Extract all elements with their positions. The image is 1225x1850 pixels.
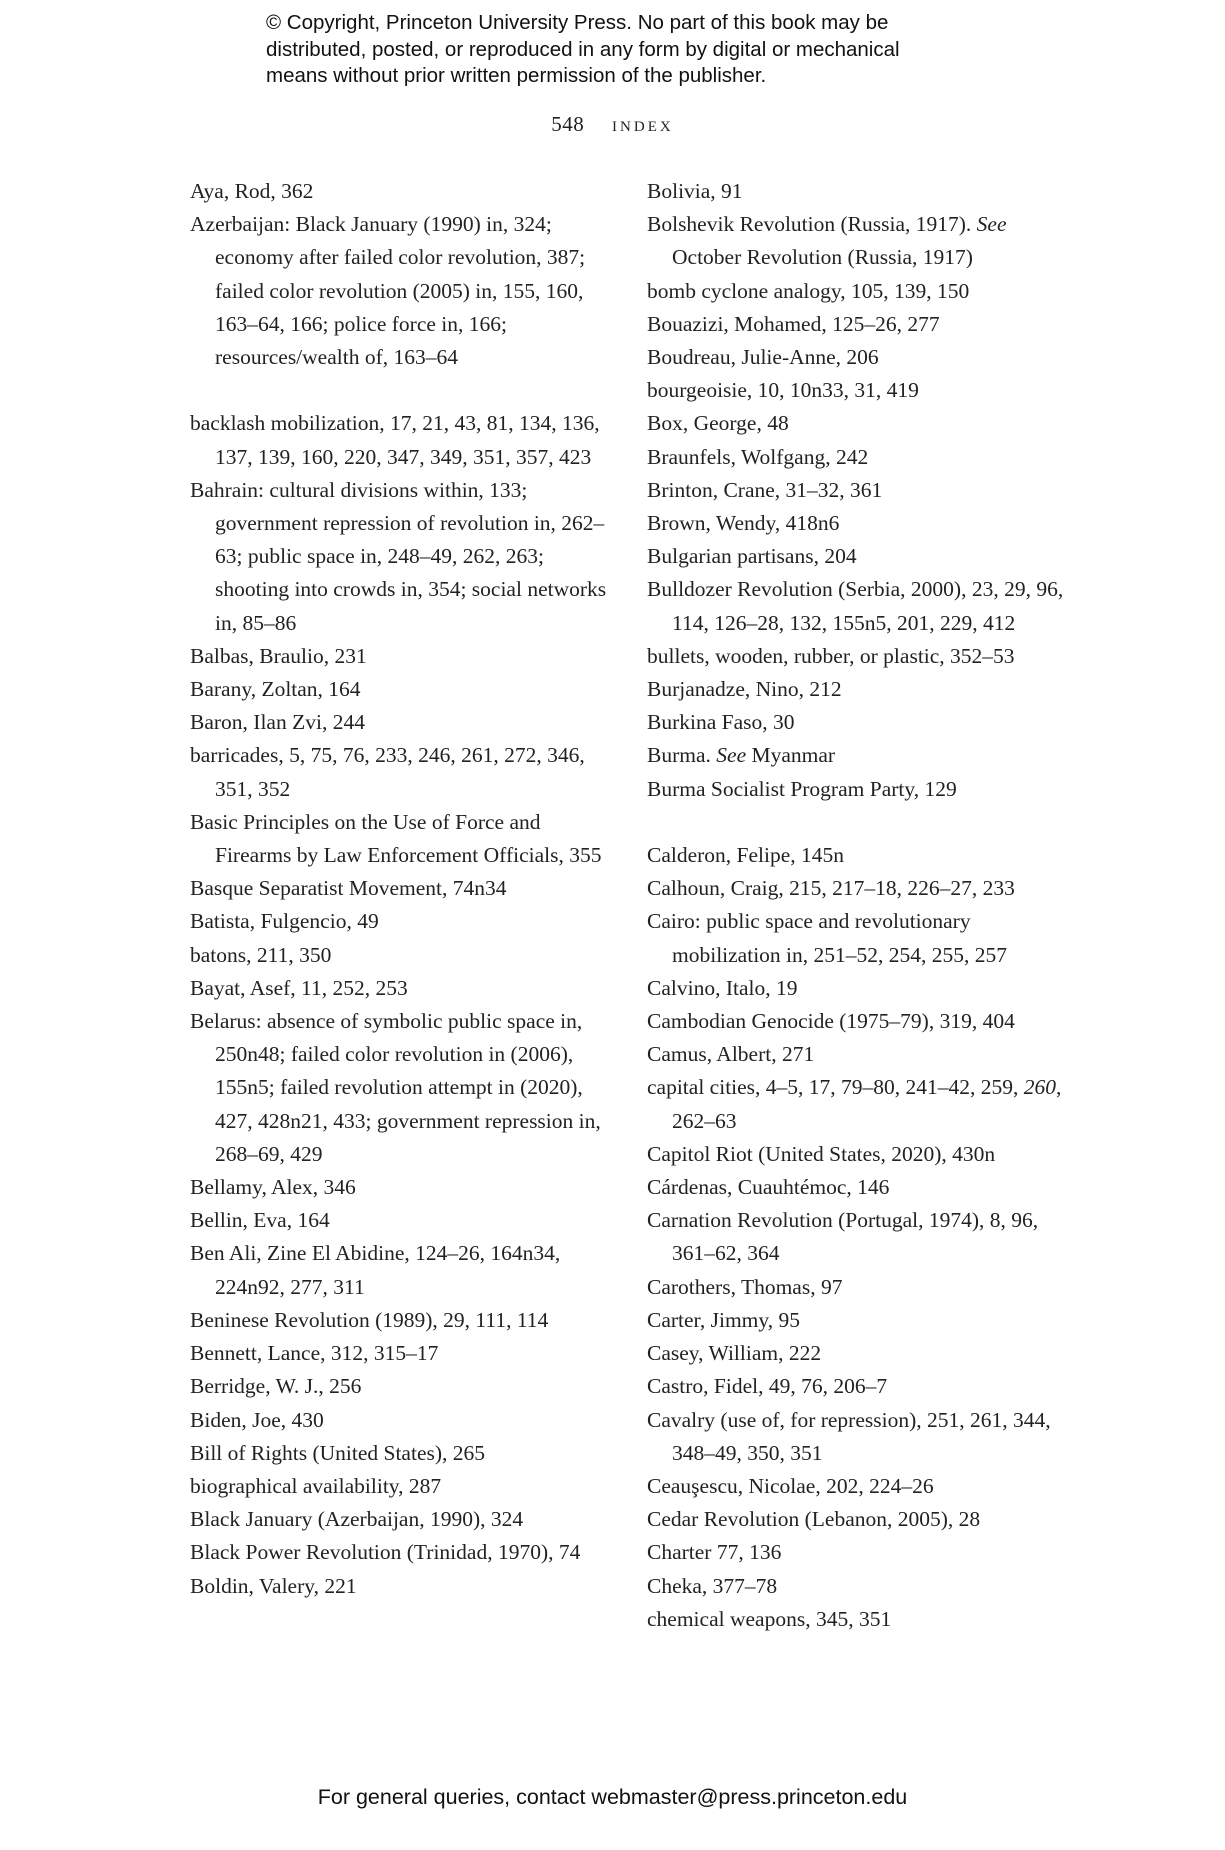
letter-group-gap (190, 374, 610, 407)
index-entry-text: Myanmar (746, 743, 836, 768)
index-entry-text: Baron, Ilan Zvi, 244 (190, 710, 365, 735)
index-entry-text: Biden, Joe, 430 (190, 1407, 324, 1432)
index-entry (647, 673, 1077, 706)
index-entry-text: bomb cyclone analogy, 105, 139, 150 (647, 278, 970, 303)
index-entry-text: Basque Separatist Movement, 74n34 (190, 876, 507, 901)
index-entry (647, 208, 1077, 274)
index-entry (647, 1603, 1077, 1636)
index-entry-text: Aya, Rod, 362 (190, 179, 314, 203)
footer-contact: For general queries, contact webmaster@press.princeton.edu (317, 1785, 908, 1809)
index-entry-text: Cambodian Genocide (1975–79), 319, 404 (647, 1009, 1015, 1034)
index-entry-text: Bulldozer Revolution (Serbia, 2000), 23, 29, 96, 114, 126–28, 132, 155n5, 201, 229, 412 (647, 577, 1064, 635)
index-entry-text: batons, 211, 350 (190, 942, 332, 967)
index-entry (647, 1304, 1077, 1337)
index-entry-text: Brown, Wendy, 418n6 (647, 511, 840, 536)
index-entry-text: Bouazizi, Mohamed, 125–26, 277 (647, 311, 940, 336)
index-entry-text: Burma Socialist Program Party, 129 (647, 776, 957, 801)
index-entry-text: barricades, 5, 75, 76, 233, 246, 261, 272, 346, 351, 352 (190, 743, 585, 801)
index-entry (190, 1536, 610, 1569)
index-entry (647, 275, 1077, 308)
index-entry (647, 905, 1077, 971)
index-entry-text: Azerbaijan: Black January (1990) in, 324; economy after failed color revolution, 387; failed color revolution (2005) in, 155, 160, 163–64, 166; police force in, 166; resources/wealth of, 163–64 (190, 212, 586, 370)
index-entry (647, 1038, 1077, 1071)
index-entry-text: Basic Principles on the Use of Force and Firearms by Law Enforcement Officials, 355 (190, 809, 602, 868)
index-entry-text: Cárdenas, Cuauhtémoc, 146 (647, 1175, 890, 1200)
index-entry-italic: 260 (1023, 1075, 1057, 1100)
copyright-notice (266, 10, 1006, 90)
index-entry (647, 773, 1077, 806)
index-entry-text: Boldin, Valery, 221 (190, 1573, 357, 1598)
index-entry (190, 673, 610, 706)
index-entry (190, 1304, 610, 1337)
index-entry-text: Castro, Fidel, 49, 76, 206–7 (647, 1374, 888, 1399)
index-entry-text: Carothers, Thomas, 97 (647, 1274, 843, 1299)
index-entry (647, 1138, 1077, 1171)
index-entry (190, 1503, 610, 1536)
index-entry (647, 1337, 1077, 1370)
index-entry (190, 1237, 610, 1303)
index-entry-text: Braunfels, Wolfgang, 242 (647, 444, 869, 469)
index-entry (647, 739, 1077, 772)
index-entry (190, 1470, 610, 1503)
index-entry-text: Burma. (647, 743, 717, 768)
index-entry (647, 972, 1077, 1005)
index-entry (647, 573, 1077, 639)
index-entry-text: Belarus: absence of symbolic public space in, 250n48; failed color revolution in (2006), 155n5; failed revolution attempt in (2020), 427, 428n21, 433; government repression in, 268–69, 429 (190, 1009, 601, 1166)
index-entry-italic: See (976, 212, 1007, 237)
index-entry (190, 640, 610, 673)
index-entry-text: bourgeoisie, 10, 10n33, 31, 419 (647, 378, 919, 403)
index-entry-text: Cheka, 377–78 (647, 1573, 778, 1598)
index-entry (647, 839, 1077, 872)
index-entry-text: October Revolution (Russia, 1917) (672, 245, 973, 270)
index-entry-text: Bill of Rights (United States), 265 (190, 1440, 486, 1465)
index-entry-text: Black January (Azerbaijan, 1990), 324 (190, 1507, 524, 1532)
index-entry (190, 706, 610, 739)
index-entry (190, 175, 610, 208)
index-entry-text: Bolshevik Revolution (Russia, 1917). (647, 212, 977, 237)
index-entry (190, 1171, 610, 1204)
index-entry (647, 872, 1077, 905)
index-entry (647, 407, 1077, 440)
index-entry-text: Calderon, Felipe, 145n (647, 843, 845, 868)
index-entry-text: Box, George, 48 (647, 411, 789, 436)
index-entry-text: backlash mobilization, 17, 21, 43, 81, 134, 136, 137, 139, 160, 220, 347, 349, 351, 357, 423 (190, 411, 600, 469)
index-entry (647, 706, 1077, 739)
index-entry-text: Black Power Revolution (Trinidad, 1970), 74 (190, 1540, 581, 1565)
index-entry-text: Ceauşescu, Nicolae, 202, 224–26 (647, 1473, 934, 1498)
index-entry (190, 1005, 610, 1171)
index-entry-text: Bennett, Lance, 312, 315–17 (190, 1341, 439, 1366)
index-entry (190, 972, 610, 1005)
index-entry (647, 540, 1077, 573)
index-entry-text: Bayat, Asef, 11, 252, 253 (190, 975, 408, 1000)
index-entry (647, 1404, 1077, 1470)
page-number: 548 (551, 112, 585, 136)
index-entry (190, 208, 610, 374)
index-entry (190, 905, 610, 938)
index-entry-text: biographical availability, 287 (190, 1473, 442, 1498)
index-entry-text: Bolivia, 91 (647, 179, 743, 203)
index-entry-text: Bahrain: cultural divisions within, 133; government repression of revolution in, 262–63; public space in, 248–49, 262, 263; shooting into crowds in, 354; social networks in, 85–86 (190, 477, 607, 635)
index-entry (190, 739, 610, 805)
index-entry (647, 1204, 1077, 1270)
index-entry-text: Carnation Revolution (Portugal, 1974), 8, 96, 361–62, 364 (647, 1208, 1039, 1266)
index-entry (190, 1570, 610, 1603)
index-entry (647, 1171, 1077, 1204)
index-entry (647, 640, 1077, 673)
index-entry (647, 1071, 1077, 1137)
index-entry-text: Calvino, Italo, 19 (647, 975, 798, 1000)
index-entry-text: chemical weapons, 345, 351 (647, 1606, 892, 1631)
index-entry (190, 1370, 610, 1403)
index-entry (647, 308, 1077, 341)
index-entry-text: Beninese Revolution (1989), 29, 111, 114 (190, 1307, 549, 1332)
index-entry-text: Barany, Zoltan, 164 (190, 677, 361, 702)
index-entry-text: Carter, Jimmy, 95 (647, 1307, 800, 1332)
index-entry-text: Bellamy, Alex, 346 (190, 1175, 356, 1200)
index-entry (647, 441, 1077, 474)
index-entry (647, 1503, 1077, 1536)
index-entry (647, 1536, 1077, 1569)
index-entry (190, 1404, 610, 1437)
letter-group-gap (647, 806, 1077, 839)
index-entry (190, 806, 610, 872)
index-entry (190, 474, 610, 640)
index-entry-text: Cairo: public space and revolutionary mobilization in, 251–52, 254, 255, 257 (647, 909, 1008, 967)
index-entry (190, 939, 610, 972)
index-entry (647, 341, 1077, 374)
index-entry (647, 474, 1077, 507)
index-entry-text: Balbas, Braulio, 231 (190, 643, 367, 668)
index-entry-text: capital cities, 4–5, 17, 79–80, 241–42, 259, (647, 1075, 1024, 1100)
section-title: index (612, 112, 674, 136)
index-entry-text: Burjanadze, Nino, 212 (647, 677, 842, 702)
index-entry-text: Berridge, W. J., 256 (190, 1374, 362, 1399)
index-entry-text: , 262–63 (672, 1075, 1062, 1133)
copyright-line: © Copyright, Princeton University Press. No part of this book may be (266, 11, 889, 34)
index-entry-text: Camus, Albert, 271 (647, 1042, 815, 1067)
index-column-right (647, 175, 1077, 1636)
index-entry-text: Brinton, Crane, 31–32, 361 (647, 477, 883, 502)
index-entry (647, 507, 1077, 540)
index-entry-text: Ben Ali, Zine El Abidine, 124–26, 164n34, 224n92, 277, 311 (190, 1241, 561, 1299)
index-entry-text: Charter 77, 136 (647, 1540, 782, 1565)
index-entry-text: Calhoun, Craig, 215, 217–18, 226–27, 233 (647, 876, 1015, 901)
index-entry-text: Capitol Riot (United States, 2020), 430n (647, 1141, 996, 1166)
index-entry-text: Burkina Faso, 30 (647, 710, 795, 735)
index-entry-text: Bellin, Eva, 164 (190, 1208, 330, 1233)
index-entry-text: Casey, William, 222 (647, 1341, 822, 1366)
index-entry (647, 1271, 1077, 1304)
index-entry (190, 1337, 610, 1370)
index-column-left (190, 175, 610, 1603)
index-entry-text: Cavalry (use of, for repression), 251, 261, 344, 348–49, 350, 351 (647, 1407, 1051, 1465)
index-entry-text: Boudreau, Julie-Anne, 206 (647, 345, 879, 370)
index-entry-text: Batista, Fulgencio, 49 (190, 909, 379, 934)
index-entry (190, 872, 610, 905)
running-head (0, 112, 1225, 137)
index-entry (647, 1005, 1077, 1038)
index-entry (647, 1470, 1077, 1503)
copyright-line: distributed, posted, or reproduced in any form by digital or mechanical (266, 37, 900, 61)
index-entry-text: Bulgarian partisans, 204 (647, 544, 857, 569)
index-entry (647, 374, 1077, 407)
index-entry (190, 407, 610, 473)
index-entry (190, 1204, 610, 1237)
index-entry (647, 175, 1077, 208)
index-entry (647, 1370, 1077, 1403)
copyright-line: means without prior written permission of the publisher. (266, 64, 767, 87)
index-entry (647, 1570, 1077, 1603)
index-entry (190, 1437, 610, 1470)
index-entry-text: bullets, wooden, rubber, or plastic, 352–53 (647, 643, 1015, 668)
index-entry-italic: See (716, 743, 747, 768)
index-entry-text: Cedar Revolution (Lebanon, 2005), 28 (647, 1507, 981, 1532)
